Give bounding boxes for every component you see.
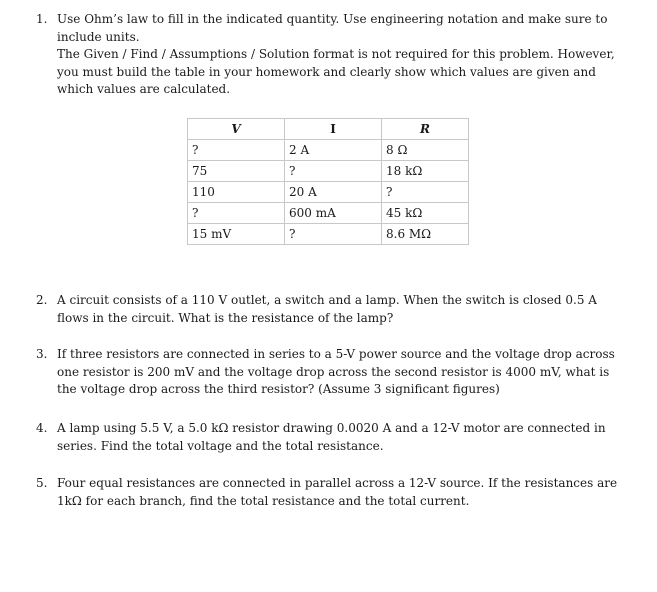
- table-row: [188, 161, 469, 182]
- table-row: [188, 203, 469, 224]
- table-cell: ?: [285, 161, 382, 182]
- table-row: [188, 182, 469, 203]
- question-instruction: Use Ohm’s law to fill in the indicated quantity. Use engineering notation and make sure to include units.: [57, 12, 608, 44]
- table-cell: 600 mA: [285, 203, 382, 224]
- table-cell: 110: [188, 182, 285, 203]
- header-voltage: V: [188, 119, 285, 140]
- table-row: [188, 140, 469, 161]
- table-cell: 75: [188, 161, 285, 182]
- table-cell: 15 mV: [188, 224, 285, 245]
- header-current: I: [285, 119, 382, 140]
- table-cell: ?: [285, 224, 382, 245]
- question-number: 4.: [36, 421, 48, 435]
- question-number: 2.: [36, 293, 48, 307]
- question-body: If three resistors are connected in series to a 5-V power source and the voltage drop across one resistor is 200 mV and the voltage drop across the second resistor is 4000 mV, what is the voltage drop across the third resistor? (Assume 3 significant figures): [57, 347, 615, 396]
- question-number: 1.: [36, 12, 48, 26]
- question-number: 5.: [36, 476, 48, 490]
- header-resistance: R: [382, 119, 469, 140]
- table-cell: 20 A: [285, 182, 382, 203]
- question-body: [57, 11, 632, 99]
- table-cell: ?: [188, 203, 285, 224]
- table-cell: ?: [188, 140, 285, 161]
- question-number: 3.: [36, 347, 48, 361]
- table-row: [188, 224, 469, 245]
- question-body: A circuit consists of a 110 V outlet, a switch and a lamp. When the switch is closed 0.5 A flows in the circuit. What is the resistance of the lamp?: [57, 293, 597, 325]
- table-cell: 18 kΩ: [382, 161, 469, 182]
- table-cell: 2 A: [285, 140, 382, 161]
- table-cell: 8.6 MΩ: [382, 224, 469, 245]
- table-cell: 45 kΩ: [382, 203, 469, 224]
- table-header-row: [188, 119, 469, 140]
- ohms-law-table: [187, 118, 469, 245]
- question-note: The Given / Find / Assumptions / Solution format is not required for this problem. However, you must build the table in your homework and clearly show which values are given and which values are calculated.: [57, 47, 615, 96]
- question-body: A lamp using 5.5 V, a 5.0 kΩ resistor drawing 0.0020 A and a 12-V motor are connected in series. Find the total voltage and the total resistance.: [57, 421, 606, 453]
- question-body: Four equal resistances are connected in parallel across a 12-V source. If the resistances are 1kΩ for each branch, find the total resistance and the total current.: [57, 476, 618, 508]
- table-cell: 8 Ω: [382, 140, 469, 161]
- table-cell: ?: [382, 182, 469, 203]
